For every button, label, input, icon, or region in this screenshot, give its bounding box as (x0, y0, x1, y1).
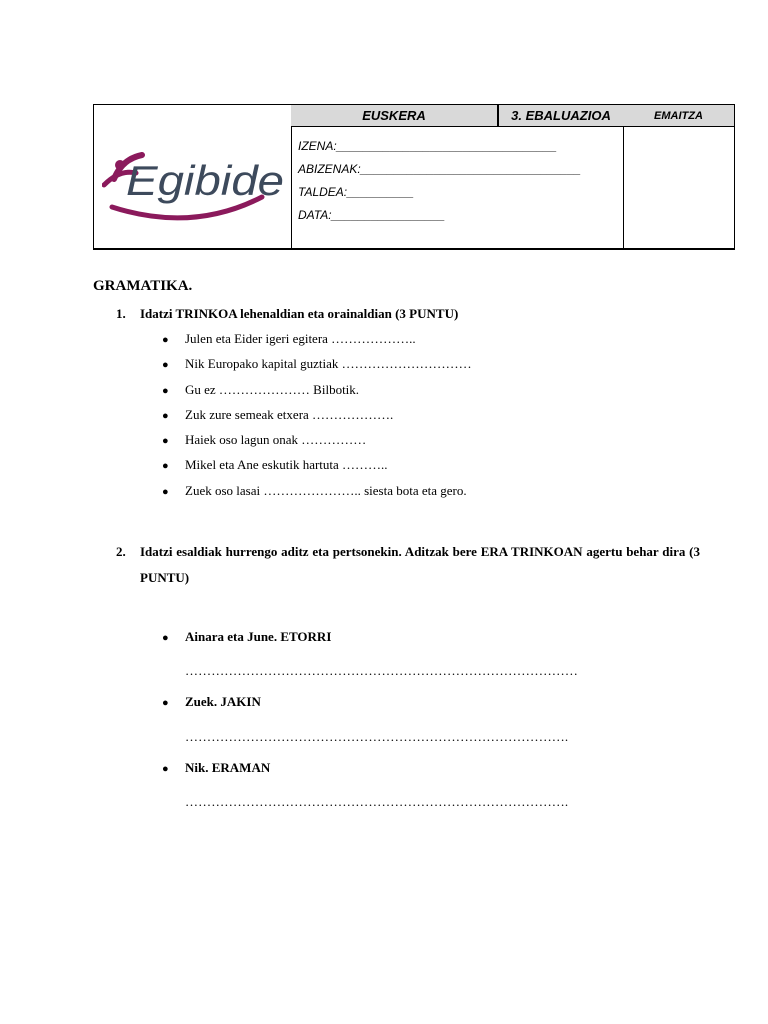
list-item-text: Mikel eta Ane eskutik hartuta ……….. (185, 457, 388, 473)
list-item-text: Zuek oso lasai ………………….. siesta bota eta gero. (185, 482, 467, 498)
task-label: Ainara eta June. ETORRI (185, 629, 332, 644)
answer-line[interactable]: ……………………………………………………………………………. (185, 729, 569, 744)
subject-label: EUSKERA (291, 105, 499, 127)
question-1-list (162, 330, 472, 507)
list-item-text: Nik Europako kapital guztiak ………………………… (185, 356, 472, 372)
answer-line[interactable]: ……………………………………………………………………………… (185, 663, 578, 678)
bullet-icon: ● (162, 409, 169, 422)
list-item (162, 431, 472, 456)
list-item (162, 355, 472, 380)
logo-cell (94, 105, 292, 248)
question-1-number: 1. (116, 306, 126, 321)
bullet-icon: ● (162, 763, 169, 775)
task-label: Nik. ERAMAN (185, 760, 271, 775)
result-cell (623, 105, 734, 248)
list-item (162, 406, 472, 431)
bullet-icon: ● (162, 359, 169, 372)
bullet-icon: ● (162, 384, 169, 397)
egibide-logo (102, 147, 287, 227)
evaluation-label: 3. EBALUAZIOA (499, 105, 623, 127)
list-item-text: Gu ez ………………… Bilbotik. (185, 381, 360, 397)
section-title: GRAMATIKA. (93, 278, 193, 294)
list-item (162, 482, 472, 507)
logo-text: Egibide (126, 157, 284, 204)
bullet-icon: ● (162, 460, 169, 473)
task-item (162, 760, 270, 776)
list-item-text: Haiek oso lagun onak …………… (185, 432, 367, 448)
bullet-icon: ● (162, 485, 169, 498)
list-item (162, 330, 472, 355)
student-fields (298, 135, 581, 227)
task-label: Zuek. JAKIN (185, 694, 261, 709)
list-item (162, 456, 472, 481)
group-field[interactable]: TALDEA:__________ (298, 185, 414, 199)
name-field[interactable]: IZENA:_________________________________ (298, 139, 557, 153)
date-field[interactable]: DATA:_________________ (298, 208, 446, 222)
surname-field[interactable]: ABIZENAK:_________________________________ (298, 162, 581, 176)
bullet-icon: ● (162, 435, 169, 448)
bullet-icon: ● (162, 697, 169, 709)
question-2-title: Idatzi esaldiak hurrengo aditz eta pertsonekin. Aditzak bere ERA TRINKOAN agertu behar dira (3 PUNTU) (140, 544, 700, 585)
answer-line[interactable]: ……………………………………………………………………………. (185, 794, 569, 809)
bullet-icon: ● (162, 334, 169, 346)
task-item (162, 629, 331, 645)
header-table (93, 104, 735, 250)
list-item-text: Julen eta Eider igeri egitera ……………….. (185, 331, 416, 346)
question-1-title: Idatzi TRINKOA lehenaldian eta orainaldian (3 PUNTU) (140, 306, 459, 321)
task-item (162, 694, 261, 710)
student-info-cell (291, 105, 624, 248)
bullet-icon: ● (162, 632, 169, 644)
question-2-number: 2. (116, 544, 126, 559)
list-item-text: Zuk zure semeak etxera ………………. (185, 406, 394, 422)
list-item (162, 381, 472, 406)
result-label: EMAITZA (623, 105, 734, 127)
